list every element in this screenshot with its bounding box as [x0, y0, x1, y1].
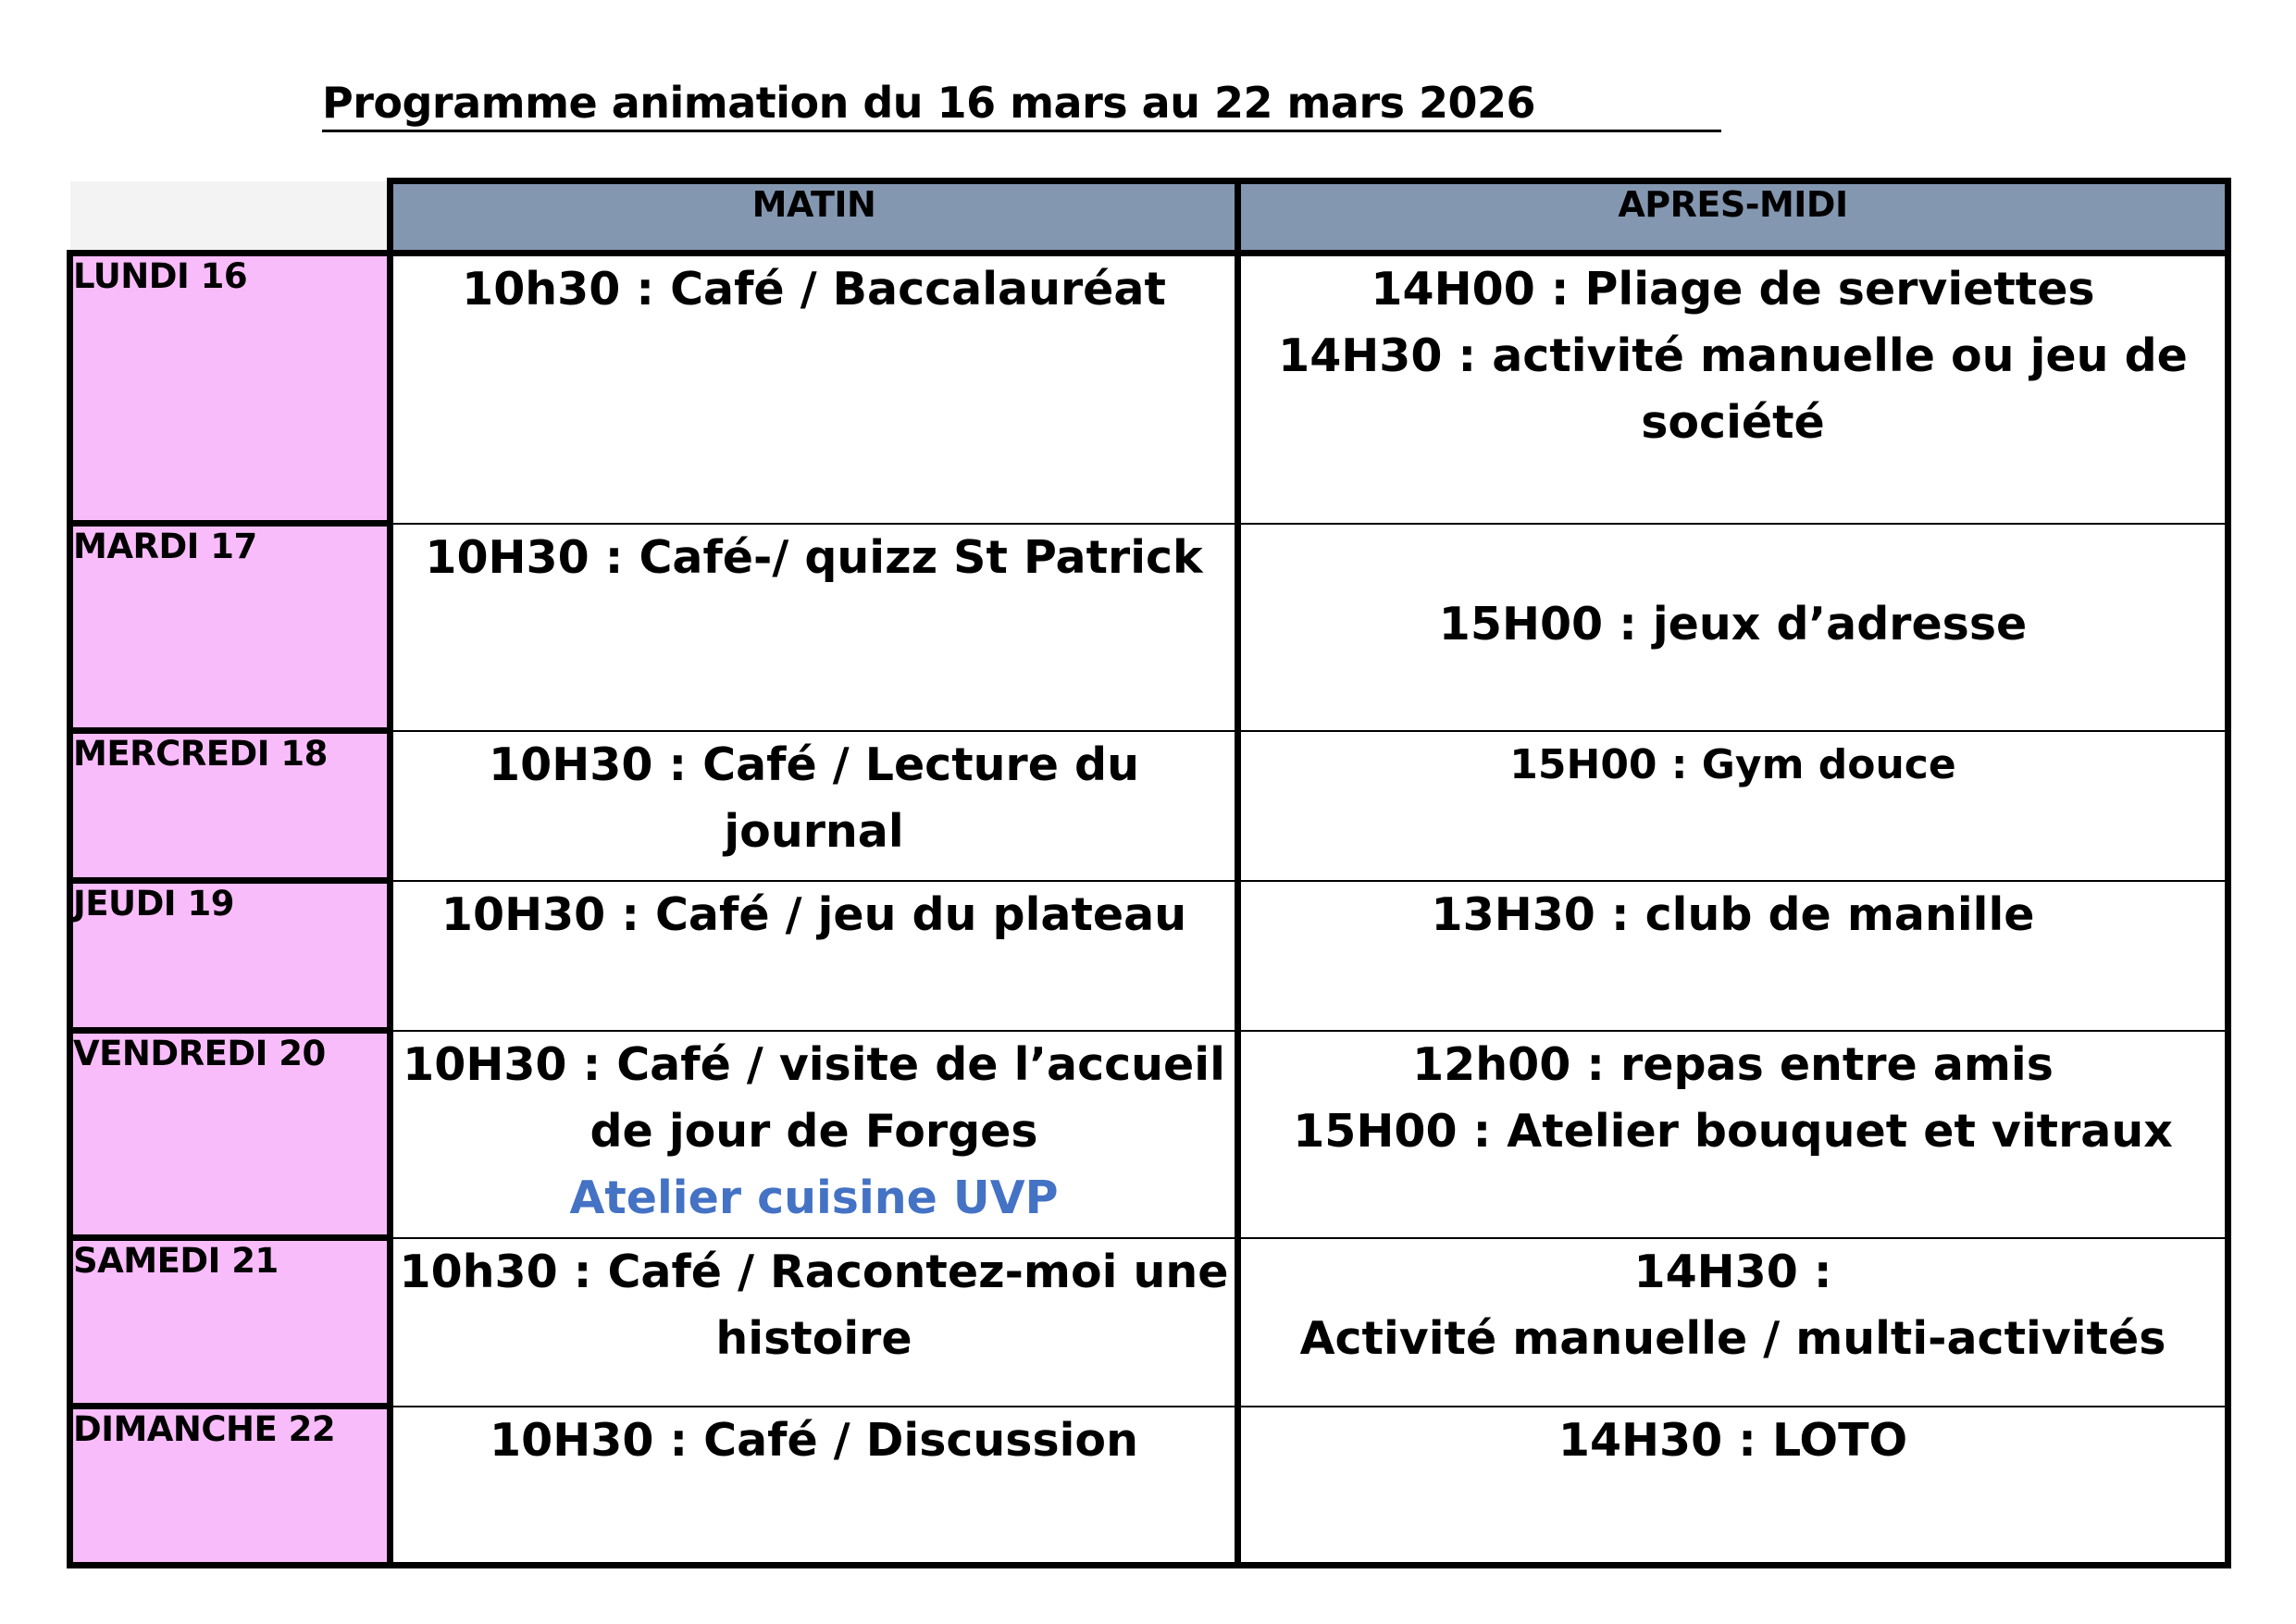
apres-midi-cell: [1238, 881, 2228, 1031]
activity-line: 10H30 : Café / Lecture du: [489, 738, 1139, 791]
table-row: [70, 1031, 2228, 1238]
activity-line: de jour de Forges: [590, 1104, 1038, 1158]
activity-line: 15H00 : Gym douce: [1509, 740, 1956, 788]
activity-line: 10h30 : Café / Baccalauréat: [462, 263, 1166, 316]
apres-midi-cell: [1238, 1407, 2228, 1566]
day-label: DIMANCHE 22: [70, 1407, 391, 1566]
table-row: [70, 1407, 2228, 1566]
activity-line: 14H30 :: [1633, 1245, 1832, 1298]
activity-line: 14H30 : activité manuelle ou jeu de: [1278, 329, 2188, 382]
table-row: [70, 881, 2228, 1031]
table-row: [70, 524, 2228, 731]
page-title: Programme animation du 16 mars au 22 mars 2026: [322, 78, 1536, 128]
matin-cell: [391, 1238, 1238, 1407]
day-label: VENDREDI 20: [70, 1031, 391, 1238]
schedule-table: [67, 178, 2231, 1568]
activity-line: 15H00 : jeux d’adresse: [1438, 597, 2028, 651]
table-row: [70, 254, 2228, 524]
matin-cell: [391, 1407, 1238, 1566]
apres-midi-cell: [1238, 524, 2228, 731]
activity-line: 10H30 : Café-/ quizz St Patrick: [425, 530, 1203, 584]
activity-line: journal: [724, 804, 904, 858]
day-label: SAMEDI 21: [70, 1238, 391, 1407]
activity-line: 12h00 : repas entre amis: [1412, 1037, 2054, 1091]
activity-line: 10h30 : Café / Racontez-moi une: [399, 1245, 1229, 1298]
matin-cell: [391, 881, 1238, 1031]
activity-line: histoire: [715, 1311, 912, 1365]
activity-line: 14H30 : LOTO: [1558, 1413, 1908, 1467]
table-row: [70, 1238, 2228, 1407]
apres-midi-cell: [1238, 731, 2228, 881]
activity-line: Activité manuelle / multi-activités: [1299, 1311, 2166, 1365]
day-label: JEUDI 19: [70, 881, 391, 1031]
matin-cell: [391, 731, 1238, 881]
column-header-apres-midi: APRES-MIDI: [1238, 181, 2228, 254]
corner-cell: [70, 181, 391, 254]
activity-line: 13H30 : club de manille: [1431, 887, 2035, 941]
matin-cell: [391, 524, 1238, 731]
highlight-activity-line: Atelier cuisine UVP: [569, 1171, 1059, 1224]
matin-cell: [391, 1031, 1238, 1238]
activity-line: 14H00 : Pliage de serviettes: [1371, 263, 2095, 316]
apres-midi-cell: [1238, 254, 2228, 524]
blank-line: [1241, 525, 2225, 591]
matin-cell: [391, 254, 1238, 524]
day-label: LUNDI 16: [70, 254, 391, 524]
activity-line: 10H30 : Café / visite de l’accueil: [403, 1037, 1225, 1091]
apres-midi-cell: [1238, 1238, 2228, 1407]
activity-line: société: [1641, 396, 1825, 449]
activity-line: 10H30 : Café / Discussion: [490, 1413, 1138, 1467]
header-row: [70, 181, 2228, 254]
table-row: [70, 731, 2228, 881]
activity-line: 10H30 : Café / jeu du plateau: [441, 887, 1187, 941]
column-header-matin: MATIN: [391, 181, 1238, 254]
activity-line: 15H00 : Atelier bouquet et vitraux: [1293, 1104, 2173, 1158]
title-underline: [322, 130, 1721, 132]
day-label: MERCREDI 18: [70, 731, 391, 881]
day-label: MARDI 17: [70, 524, 391, 731]
apres-midi-cell: [1238, 1031, 2228, 1238]
